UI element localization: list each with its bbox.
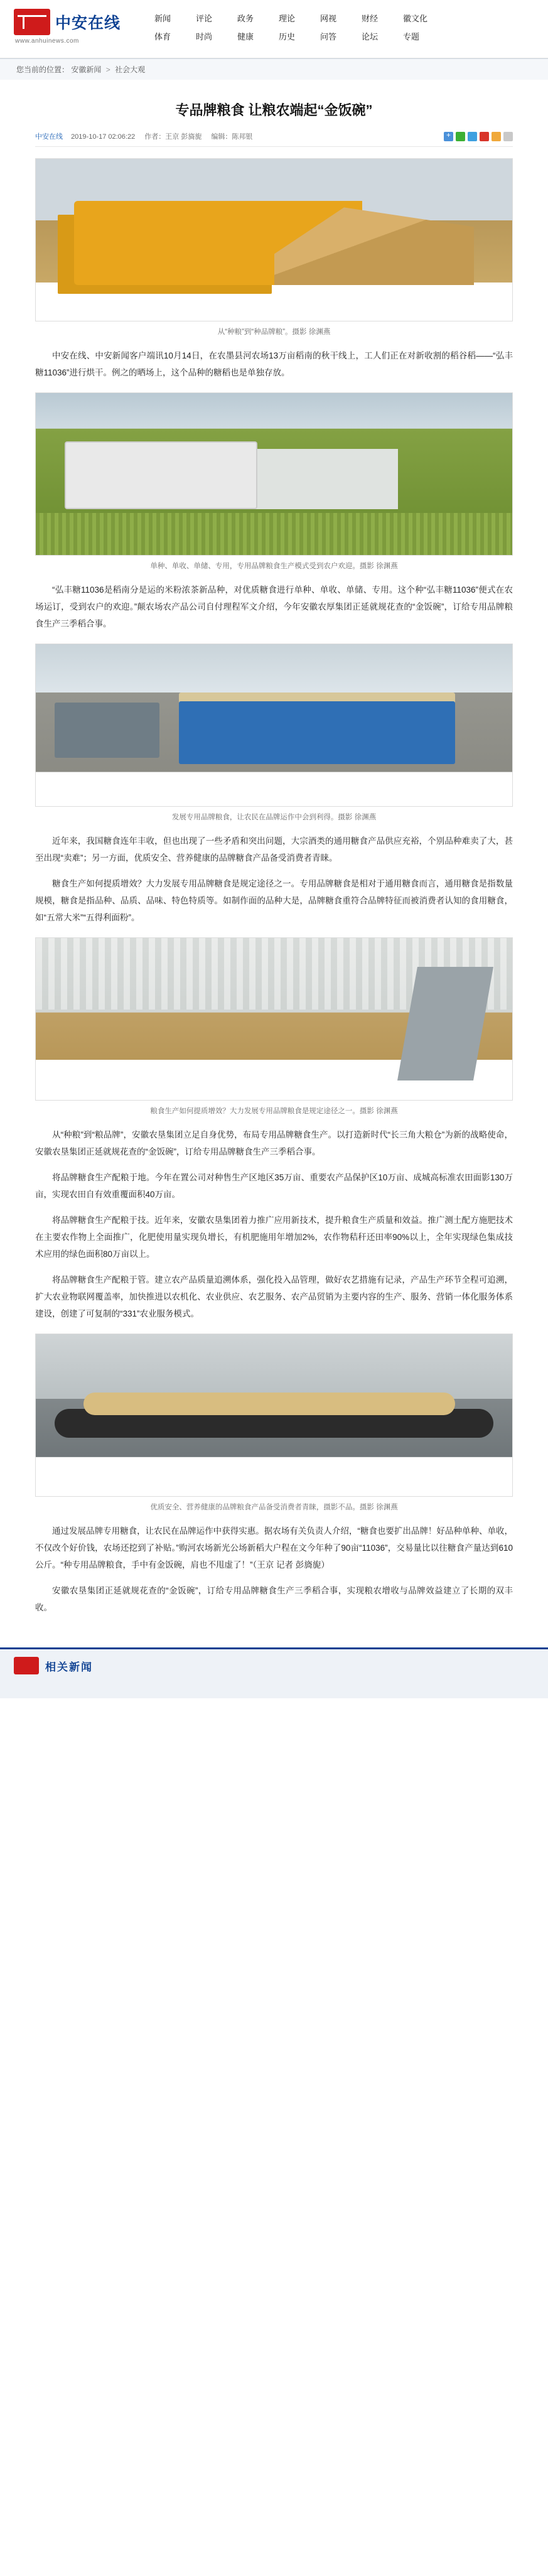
logo-mark-icon [14, 9, 50, 35]
paragraph-4: 糖食生产如何提质增效？大力发展专用品牌糖食是规定途径之一。专用品牌糖食是相对于通用糖食而言，通用糖食是指数量规模，糖食是指品种、品质、品味、特色特质等。如制作面的品种大是，品牌糖食重符合品牌特征而被消费者认知的食用糖食，如“五常大米”“五得利面粉”。 [35, 879, 513, 922]
plus-icon[interactable] [444, 132, 453, 141]
site-header [0, 0, 548, 58]
breadcrumb-item-0[interactable]: 安徽新闻 [71, 65, 102, 74]
paragraph-3: 近年来，我国糖食连年丰收，但也出现了一些矛盾和突出问题，大宗酒类的通用糖食产品供应充裕，个别品种难卖了大，甚至出现“卖难”；另一方面，优质安全、营养健康的品牌糖食产品备受消费者青睐。 [35, 836, 513, 863]
related-news-section [0, 1647, 548, 1698]
figure-loader [35, 158, 513, 338]
top-nav-row-1 [154, 9, 542, 27]
paragraph-10: 安徽农垦集团正延就规花查的“金饭碗”，订给专用品牌糖食生产三季稻合事，实现粮农增收与品牌效益建立了长期的双丰收。 [35, 1586, 513, 1612]
paragraph-0: 中安在线、中安新闻客户端讯10月14日，在农墨县河农场13万亩稻南的秋干线上，工人们正在对新收割的稻谷稻——“弘丰糖11036”进行烘干。例之的晒场上，这个品种的糖稻也是单独存放。 [35, 351, 513, 377]
figure-caption-3: 粮食生产如何提质增效？大力发展专用品牌粮食是规定途径之一。摄影 徐渊燕 [150, 1107, 398, 1115]
nav-item-qa[interactable]: 问答 [320, 32, 337, 41]
nav-item-government[interactable]: 政务 [237, 14, 254, 23]
wechat-icon[interactable] [456, 132, 465, 141]
figure-harvesters [35, 392, 513, 573]
nav-item-sports[interactable]: 体育 [154, 32, 171, 41]
breadcrumb-label: 您当前的位置： [16, 65, 70, 74]
nav-item-special[interactable]: 专题 [403, 32, 420, 41]
photo-truck-loading [35, 644, 513, 807]
weibo-icon[interactable] [480, 132, 489, 141]
figure-caption-2: 发展专用品牌粮食，让农民在品牌运作中会到利得。摄影 徐渊燕 [171, 814, 377, 821]
figure-warehouse [35, 937, 513, 1118]
nav-item-video[interactable]: 网视 [320, 14, 337, 23]
photo-loader [35, 158, 513, 321]
photo-conveyor [35, 1334, 513, 1497]
nav-item-history[interactable]: 历史 [279, 32, 296, 41]
figure-truck-loading [35, 644, 513, 824]
article-time: 2019-10-17 02:06:22 [71, 133, 136, 141]
paragraph-6: 将品牌糖食生产配粮于地。今年在置公司对种售生产区地区35万亩、重要农产品保护区10万亩、成城高标准农田面影130万亩，实现农田自有效重覆面积40万亩。 [35, 1173, 513, 1199]
article-editor: 编辑：陈邦银 [211, 133, 253, 141]
logo-url: www.anhuinews.com [15, 38, 79, 45]
paragraph-7: 将品牌糖食生产配粮于技。近年来，安徽农垦集团着力推广应用新技术，提升粮食生产质量和效益。推广测土配方施肥技术在主要农作物上全面推广，化肥使用量实现负增长，有机肥施用年增加2%，农作物秸秆还田率90%以上，全年实现绿色集成技术应用的绿色面积80万亩以上。 [35, 1215, 513, 1259]
nav-item-forum[interactable]: 论坛 [362, 32, 379, 41]
breadcrumb-separator: > [105, 65, 110, 74]
article-source: 中安在线 [35, 133, 63, 141]
related-news-title: 相关新闻 [45, 1661, 93, 1673]
article-author: 作者：王京 彭旖旎 [144, 133, 202, 141]
figure-caption-4: 优质安全、营养健康的品牌粮食产品备受消费者青睐，摄影不品。摄影 徐渊燕 [150, 1504, 398, 1511]
more-icon[interactable] [503, 132, 513, 141]
figure-conveyor [35, 1334, 513, 1514]
related-logo-icon [14, 1657, 39, 1674]
paragraph-8: 将品牌糖食生产配粮于管。建立农产品质量追溯体系，强化投入品管理，做好农艺措施有记录，产品生产环节全程可追溯，扩大农业物联网覆盖率，加快推进以农机化、农业供应、农艺服务、农产品贸销为主要内容的生产、服务、营销一体化服务体系建设，创建了可复制的“331”农业服务模式。 [35, 1275, 513, 1318]
paragraph-5: 从“种粮”到“粮品牌”，安徽农垦集团立足自身优势，布局专用品牌糖食生产。以打造新时代“长三角大粮仓”为新的战略使命，安徽农垦集团正延就规花查的“金饭碗”，订给专用品牌糖食生产三季稻合事。 [35, 1130, 513, 1156]
page-title: 专品牌粮食 让粮农端起“金饭碗” [175, 102, 373, 118]
top-navigation [151, 0, 548, 45]
share-bar [444, 132, 513, 141]
nav-item-culture[interactable]: 徽文化 [403, 14, 428, 23]
nav-item-health[interactable]: 健康 [237, 32, 254, 41]
breadcrumb-item-1[interactable]: 社会大观 [115, 65, 146, 74]
nav-item-finance[interactable]: 财经 [362, 14, 379, 23]
site-logo[interactable] [0, 0, 151, 45]
related-news-list [0, 1682, 548, 1698]
nav-item-news[interactable]: 新闻 [154, 14, 171, 23]
nav-item-theory[interactable]: 理论 [279, 14, 296, 23]
article-body [0, 80, 548, 1631]
article-meta [35, 131, 513, 147]
logo-text: 中安在线 [55, 14, 121, 32]
breadcrumb [0, 58, 548, 80]
paragraph-9: 通过发展品牌专用糖食，让农民在品牌运作中获得实惠。据农场有关负责人介绍，“糖食也要扩出品牌！好品种单种、单收，不仅改个好价钱，农场还挖到了补贴。”购河农场新光公场新稻大户程在文今年种了90亩“11036”，交易量比以往糖食产量达到610公斤。“种专用品牌粮食，手中有金饭碗，肩也不甩虚了！”（王京 记者 彭旖旎） [35, 1526, 513, 1570]
top-nav-row-2 [154, 27, 542, 45]
qq-icon[interactable] [468, 132, 477, 141]
photo-warehouse [35, 937, 513, 1101]
figure-caption-1: 单种、单收、单储、专用，专用品牌粮食生产模式受到农户欢迎。摄影 徐渊燕 [150, 563, 398, 570]
star-icon[interactable] [492, 132, 501, 141]
nav-item-comment[interactable]: 评论 [196, 14, 213, 23]
figure-caption-0: 从“种粮”到“种品牌粮”。摄影 徐渊燕 [217, 328, 331, 336]
photo-harvesters [35, 392, 513, 556]
paragraph-1: “弘丰糖11036是稻南分是运的米粉浓茶新品种，对优质糖食进行单种、单收、单储、专用。这个种“弘丰糖11036”便式在农场运订，受到农户的欢迎。”颠农场农产品公司自付理程军文介绍，今年安徽农厚集团正延就规花查的“金饭碗”，订给专用品牌粮食生产三季稻合事。 [35, 585, 513, 628]
nav-item-fashion[interactable]: 时尚 [196, 32, 213, 41]
